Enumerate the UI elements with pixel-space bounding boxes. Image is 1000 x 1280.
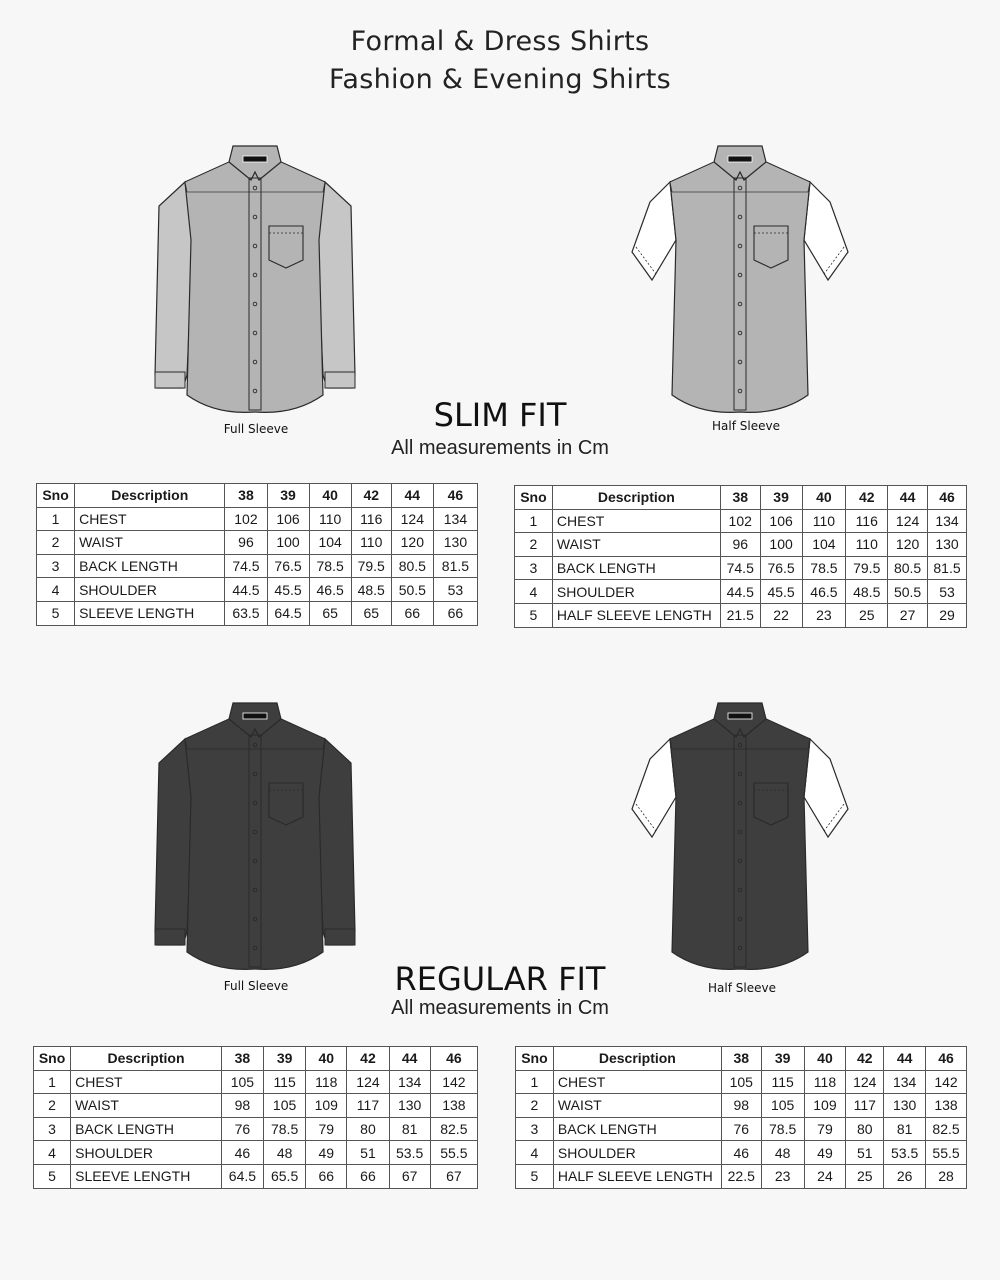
size-value: 118 <box>306 1070 347 1094</box>
right-short-sleeve <box>804 739 848 837</box>
column-header: 39 <box>267 484 309 508</box>
size-value: 65.5 <box>264 1164 306 1188</box>
size-value: 66 <box>433 601 477 625</box>
column-header: 44 <box>884 1047 926 1071</box>
shirt-body <box>670 162 810 412</box>
column-header: Sno <box>37 484 75 508</box>
size-value: 76 <box>721 1117 761 1141</box>
size-value: 74.5 <box>720 556 760 580</box>
slim-half-sleeve-table <box>514 485 967 628</box>
row-description: BACK LENGTH <box>71 1117 222 1141</box>
column-header: 46 <box>430 1047 477 1071</box>
size-value: 64.5 <box>221 1164 263 1188</box>
size-value: 65 <box>309 601 351 625</box>
column-header: 46 <box>926 1047 967 1071</box>
size-value: 28 <box>926 1164 967 1188</box>
row-description: CHEST <box>552 509 720 533</box>
size-value: 120 <box>391 531 433 555</box>
size-value: 66 <box>306 1164 347 1188</box>
table-row <box>37 507 478 531</box>
size-value: 79 <box>804 1117 846 1141</box>
size-value: 100 <box>267 531 309 555</box>
regular-half-sleeve-shirt <box>633 697 848 972</box>
table-row <box>515 509 967 533</box>
size-value: 46 <box>721 1141 761 1165</box>
column-header: 40 <box>306 1047 347 1071</box>
slim-half-sleeve-caption: Half Sleeve <box>712 419 780 433</box>
table-row <box>515 556 967 580</box>
row-number: 5 <box>516 1164 554 1188</box>
table-row <box>37 601 478 625</box>
table-row <box>516 1141 967 1165</box>
size-value: 116 <box>846 509 888 533</box>
size-value: 45.5 <box>760 580 802 604</box>
size-value: 25 <box>846 1164 884 1188</box>
size-value: 76 <box>221 1117 263 1141</box>
size-value: 142 <box>926 1070 967 1094</box>
column-header: 44 <box>888 486 928 510</box>
row-number: 4 <box>34 1141 71 1165</box>
size-value: 110 <box>351 531 391 555</box>
size-value: 63.5 <box>225 601 267 625</box>
size-value: 110 <box>846 533 888 557</box>
size-value: 110 <box>802 509 846 533</box>
size-value: 48.5 <box>846 580 888 604</box>
column-header: Description <box>553 1047 721 1071</box>
column-header: Sno <box>515 486 553 510</box>
row-number: 4 <box>516 1141 554 1165</box>
size-value: 76.5 <box>267 554 309 578</box>
size-value: 76.5 <box>760 556 802 580</box>
size-value: 79.5 <box>846 556 888 580</box>
size-value: 23 <box>761 1164 804 1188</box>
column-header: 39 <box>761 1047 804 1071</box>
row-description: HALF SLEEVE LENGTH <box>553 1164 721 1188</box>
size-value: 81.5 <box>928 556 967 580</box>
size-value: 100 <box>760 533 802 557</box>
size-value: 138 <box>430 1094 477 1118</box>
size-value: 50.5 <box>888 580 928 604</box>
size-value: 80 <box>347 1117 389 1141</box>
slim-fit-title: SLIM FIT <box>433 396 567 434</box>
regular-fit-title: REGULAR FIT <box>394 960 606 998</box>
header-title-line2: Fashion & Evening Shirts <box>329 64 671 95</box>
size-value: 48 <box>761 1141 804 1165</box>
table-header-row <box>37 484 478 508</box>
size-value: 78.5 <box>802 556 846 580</box>
size-value: 105 <box>264 1094 306 1118</box>
size-value: 53.5 <box>389 1141 430 1165</box>
regular-half-sleeve-table <box>515 1046 967 1189</box>
table-row <box>34 1164 478 1188</box>
size-value: 51 <box>846 1141 884 1165</box>
size-value: 66 <box>347 1164 389 1188</box>
size-value: 51 <box>347 1141 389 1165</box>
size-value: 120 <box>888 533 928 557</box>
row-number: 5 <box>37 601 75 625</box>
table-header-row <box>516 1047 967 1071</box>
row-number: 5 <box>34 1164 71 1188</box>
size-value: 22 <box>760 603 802 627</box>
size-value: 138 <box>926 1094 967 1118</box>
size-value: 80.5 <box>888 556 928 580</box>
size-value: 110 <box>309 507 351 531</box>
table-row <box>37 531 478 555</box>
table-row <box>516 1117 967 1141</box>
right-short-sleeve <box>804 182 848 280</box>
size-value: 134 <box>884 1070 926 1094</box>
left-long-sleeve <box>155 739 193 945</box>
column-header: 38 <box>221 1047 263 1071</box>
size-value: 109 <box>306 1094 347 1118</box>
size-value: 29 <box>928 603 967 627</box>
size-value: 109 <box>804 1094 846 1118</box>
row-number: 3 <box>516 1117 554 1141</box>
right-long-sleeve <box>317 739 355 945</box>
slim-full-sleeve-table <box>36 483 478 626</box>
regular-full-sleeve-table <box>33 1046 478 1189</box>
regular-half-sleeve-caption: Half Sleeve <box>708 981 776 995</box>
row-number: 2 <box>37 531 75 555</box>
row-description: SHOULDER <box>75 578 225 602</box>
size-value: 26 <box>884 1164 926 1188</box>
row-description: WAIST <box>553 1094 721 1118</box>
row-number: 1 <box>37 507 75 531</box>
column-header: 42 <box>351 484 391 508</box>
row-description: BACK LENGTH <box>553 1117 721 1141</box>
row-number: 3 <box>34 1117 71 1141</box>
slim-full-sleeve-shirt <box>150 140 360 415</box>
size-value: 142 <box>430 1070 477 1094</box>
row-description: SLEEVE LENGTH <box>75 601 225 625</box>
size-value: 102 <box>720 509 760 533</box>
size-value: 48.5 <box>351 578 391 602</box>
size-value: 55.5 <box>926 1141 967 1165</box>
table-row <box>515 603 967 627</box>
size-value: 102 <box>225 507 267 531</box>
table-row <box>515 533 967 557</box>
column-header: Sno <box>34 1047 71 1071</box>
regular-full-sleeve-caption: Full Sleeve <box>223 979 289 993</box>
size-value: 53.5 <box>884 1141 926 1165</box>
row-number: 4 <box>515 580 553 604</box>
row-number: 3 <box>515 556 553 580</box>
table-row <box>515 580 967 604</box>
size-value: 105 <box>221 1070 263 1094</box>
table-row <box>37 554 478 578</box>
left-long-sleeve <box>155 182 193 388</box>
table-row <box>37 578 478 602</box>
row-description: SHOULDER <box>71 1141 222 1165</box>
row-number: 2 <box>34 1094 71 1118</box>
size-value: 134 <box>928 509 967 533</box>
size-value: 46.5 <box>802 580 846 604</box>
size-value: 82.5 <box>430 1117 477 1141</box>
column-header: 44 <box>389 1047 430 1071</box>
size-value: 96 <box>720 533 760 557</box>
column-header: 40 <box>309 484 351 508</box>
column-header: 39 <box>760 486 802 510</box>
header-title-line1: Formal & Dress Shirts <box>350 26 650 57</box>
row-description: SHOULDER <box>553 1141 721 1165</box>
size-value: 82.5 <box>926 1117 967 1141</box>
column-header: 39 <box>264 1047 306 1071</box>
column-header: 46 <box>433 484 477 508</box>
row-description: CHEST <box>553 1070 721 1094</box>
row-description: WAIST <box>552 533 720 557</box>
size-value: 117 <box>846 1094 884 1118</box>
size-value: 124 <box>391 507 433 531</box>
size-value: 104 <box>802 533 846 557</box>
row-number: 5 <box>515 603 553 627</box>
column-header: 40 <box>802 486 846 510</box>
size-value: 98 <box>221 1094 263 1118</box>
size-value: 22.5 <box>721 1164 761 1188</box>
size-value: 134 <box>389 1070 430 1094</box>
size-value: 116 <box>351 507 391 531</box>
column-header: 42 <box>846 1047 884 1071</box>
regular-full-sleeve-shirt <box>150 697 360 972</box>
size-value: 78.5 <box>309 554 351 578</box>
size-value: 134 <box>433 507 477 531</box>
size-value: 78.5 <box>264 1117 306 1141</box>
column-header: 42 <box>347 1047 389 1071</box>
column-header: 44 <box>391 484 433 508</box>
row-number: 1 <box>515 509 553 533</box>
size-value: 23 <box>802 603 846 627</box>
row-description: SHOULDER <box>552 580 720 604</box>
row-number: 2 <box>516 1094 554 1118</box>
row-number: 2 <box>515 533 553 557</box>
size-value: 21.5 <box>720 603 760 627</box>
column-header: 42 <box>846 486 888 510</box>
row-number: 1 <box>516 1070 554 1094</box>
row-description: BACK LENGTH <box>552 556 720 580</box>
size-value: 79.5 <box>351 554 391 578</box>
column-header: Description <box>75 484 225 508</box>
size-value: 53 <box>433 578 477 602</box>
size-value: 50.5 <box>391 578 433 602</box>
size-value: 25 <box>846 603 888 627</box>
size-value: 27 <box>888 603 928 627</box>
table-row <box>34 1141 478 1165</box>
size-value: 67 <box>430 1164 477 1188</box>
size-value: 130 <box>928 533 967 557</box>
size-value: 79 <box>306 1117 347 1141</box>
size-value: 64.5 <box>267 601 309 625</box>
row-description: SLEEVE LENGTH <box>71 1164 222 1188</box>
size-value: 67 <box>389 1164 430 1188</box>
size-value: 98 <box>721 1094 761 1118</box>
size-value: 124 <box>846 1070 884 1094</box>
size-value: 130 <box>433 531 477 555</box>
column-header: 38 <box>225 484 267 508</box>
size-value: 24 <box>804 1164 846 1188</box>
table-row <box>516 1164 967 1188</box>
size-value: 78.5 <box>761 1117 804 1141</box>
column-header: Description <box>71 1047 222 1071</box>
column-header: 38 <box>720 486 760 510</box>
table-row <box>34 1117 478 1141</box>
slim-full-sleeve-caption: Full Sleeve <box>223 422 289 436</box>
size-value: 66 <box>391 601 433 625</box>
row-description: BACK LENGTH <box>75 554 225 578</box>
table-row <box>34 1070 478 1094</box>
column-header: Sno <box>516 1047 554 1071</box>
size-value: 115 <box>264 1070 306 1094</box>
row-description: WAIST <box>75 531 225 555</box>
size-value: 81 <box>884 1117 926 1141</box>
size-value: 118 <box>804 1070 846 1094</box>
row-number: 3 <box>37 554 75 578</box>
table-row <box>34 1094 478 1118</box>
size-value: 117 <box>347 1094 389 1118</box>
slim-half-sleeve-shirt <box>633 140 848 415</box>
size-value: 106 <box>267 507 309 531</box>
size-value: 106 <box>760 509 802 533</box>
size-value: 46 <box>221 1141 263 1165</box>
size-value: 96 <box>225 531 267 555</box>
size-value: 44.5 <box>225 578 267 602</box>
size-value: 115 <box>761 1070 804 1094</box>
size-value: 49 <box>804 1141 846 1165</box>
size-value: 124 <box>888 509 928 533</box>
shirt-body <box>670 719 810 969</box>
row-number: 1 <box>34 1070 71 1094</box>
size-value: 74.5 <box>225 554 267 578</box>
left-short-sleeve <box>632 182 676 280</box>
size-value: 130 <box>389 1094 430 1118</box>
size-value: 124 <box>347 1070 389 1094</box>
slim-fit-subtitle: All measurements in Cm <box>391 437 609 459</box>
table-row <box>516 1070 967 1094</box>
column-header: Description <box>552 486 720 510</box>
row-number: 4 <box>37 578 75 602</box>
size-value: 48 <box>264 1141 306 1165</box>
row-description: CHEST <box>75 507 225 531</box>
size-value: 65 <box>351 601 391 625</box>
row-description: HALF SLEEVE LENGTH <box>552 603 720 627</box>
column-header: 40 <box>804 1047 846 1071</box>
size-value: 53 <box>928 580 967 604</box>
size-value: 130 <box>884 1094 926 1118</box>
shirt-body <box>185 719 325 969</box>
size-value: 45.5 <box>267 578 309 602</box>
left-short-sleeve <box>632 739 676 837</box>
size-value: 80.5 <box>391 554 433 578</box>
size-value: 105 <box>761 1094 804 1118</box>
size-value: 49 <box>306 1141 347 1165</box>
table-row <box>516 1094 967 1118</box>
size-value: 55.5 <box>430 1141 477 1165</box>
table-header-row <box>515 486 967 510</box>
table-header-row <box>34 1047 478 1071</box>
size-value: 104 <box>309 531 351 555</box>
size-value: 105 <box>721 1070 761 1094</box>
row-description: WAIST <box>71 1094 222 1118</box>
right-long-sleeve <box>317 182 355 388</box>
shirt-body <box>185 162 325 412</box>
regular-fit-subtitle: All measurements in Cm <box>391 997 609 1019</box>
row-description: CHEST <box>71 1070 222 1094</box>
column-header: 38 <box>721 1047 761 1071</box>
size-value: 81.5 <box>433 554 477 578</box>
size-value: 46.5 <box>309 578 351 602</box>
size-value: 44.5 <box>720 580 760 604</box>
size-value: 81 <box>389 1117 430 1141</box>
size-value: 80 <box>846 1117 884 1141</box>
column-header: 46 <box>928 486 967 510</box>
